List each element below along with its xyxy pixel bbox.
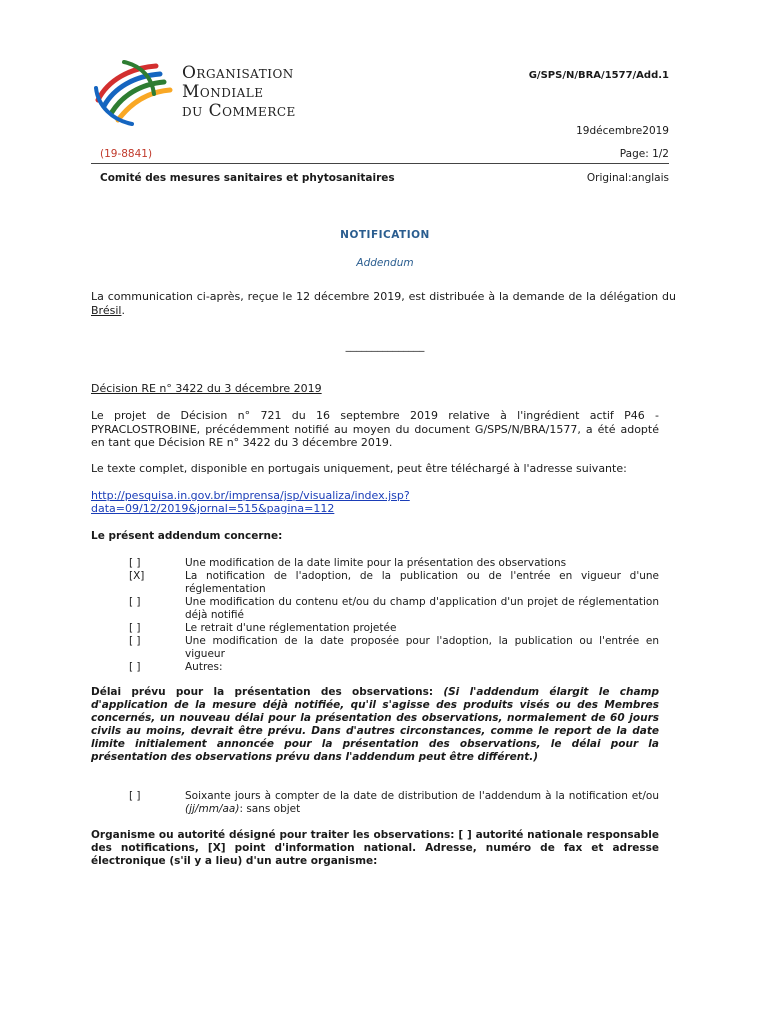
wto-logo-icon [90,58,180,128]
checkbox: [ ] [129,790,141,802]
org-line-2: Mondiale [182,82,264,102]
original-language: Original:anglais [586,172,669,184]
sixty-days-item [91,790,671,820]
decision-paragraph: Le projet de Décision n° 721 du 16 septembre 2019 relative à l'ingrédient actif P46 - PYRACLOSTROBINE, précédemment notifié au moyen du document G/SPS/N/BRA/1577, a été adopté en tant que Décision RE n° 3422 du 3 décembre 2019. [91,409,659,449]
link-line-2[interactable]: data=09/12/2019&jornal=515&pagina=112 [91,502,335,515]
checklist-label: Une modification de la date limite pour la présentation des observations [185,557,567,569]
concerns-heading: Le présent addendum concerne: [91,530,283,542]
intro-text-after: . [121,304,125,317]
concerns-checklist [91,557,671,677]
checklist-label: Une modification de la date proposée pour l'adoption, la publication ou l'entrée en vigueur [185,635,659,660]
decision-title: Décision RE n° 3422 du 3 décembre 2019 [91,382,322,395]
wto-logo [90,58,180,128]
sixty-days-format: (jj/mm/aa) [185,803,240,815]
document-date: 19décembre2019 [576,125,669,137]
document-symbol: G/SPS/N/BRA/1577/Add.1 [528,70,669,81]
checklist-label: Le retrait d'une réglementation projetée [185,622,397,634]
org-line-1: Organisation [182,63,294,83]
deadline-label: Délai prévu pour la présentation des observations: [91,686,444,698]
checkbox: [ ] [129,661,141,673]
header-rule [91,163,669,164]
full-text-paragraph: Le texte complet, disponible en portugais uniquement, peut être téléchargé à l'adresse suivante: [91,462,627,475]
addendum-subtitle: Addendum [356,257,414,269]
document-link[interactable] [91,489,410,515]
deadline-explanation: (Si l'addendum élargit le champ d'application de la mesure déjà notifiée, qu'il s'agisse des produits visés ou des Membres concernés, un nouveau délai pour la présentation des observations, normalement de 60 jours civils au moins, devrait être prévu. Dans d'autres circonstances, comme le report de la date limite initialement annoncée pour la présentation des observations, le délai pour la présentation des observations prévu dans l'addendum peut être différent.) [91,686,659,763]
committee-name: Comité des mesures sanitaires et phytosanitaires [100,172,395,184]
intro-paragraph [91,290,676,318]
notification-title: NOTIFICATION [340,229,430,241]
checklist-label: La notification de l'adoption, de la publication ou de l'entrée en vigueur d'une réglementation [185,570,659,595]
checkbox: [ ] [129,622,141,634]
sixty-days-text [185,790,659,816]
checkbox: [ ] [129,596,141,608]
intro-text-before: La communication ci-après, reçue le 12 décembre 2019, est distribuée à la demande de la délégation du [91,290,676,303]
link-line-1[interactable]: http://pesquisa.in.gov.br/imprensa/jsp/visualiza/index.jsp? [91,489,410,502]
document-number: (19-8841) [100,148,153,160]
checkbox: [X] [129,570,145,582]
checklist-label: Autres: [185,661,223,673]
sixty-days-text-after: : sans objet [239,803,301,815]
organization-name [182,64,296,121]
page-indicator: Page: 1/2 [619,148,669,160]
org-line-3: du Commerce [182,101,296,121]
intro-country: Brésil [91,304,122,317]
separator-line: _______________ [345,340,425,352]
sixty-days-text-before: Soixante jours à compter de la date de distribution de l'addendum à la notification et/ou [185,790,659,802]
deadline-paragraph [91,686,659,764]
checkbox: [ ] [129,557,141,569]
authority-paragraph: Organisme ou autorité désigné pour traiter les observations: [ ] autorité nationale responsable des notifications, [X] point d'information national. Adresse, numéro de fax et adresse électronique (s'il y a lieu) d'un autre organisme: [91,829,659,867]
checklist-label: Une modification du contenu et/ou du champ d'application d'un projet de réglementation déjà notifié [185,596,659,621]
checkbox: [ ] [129,635,141,647]
